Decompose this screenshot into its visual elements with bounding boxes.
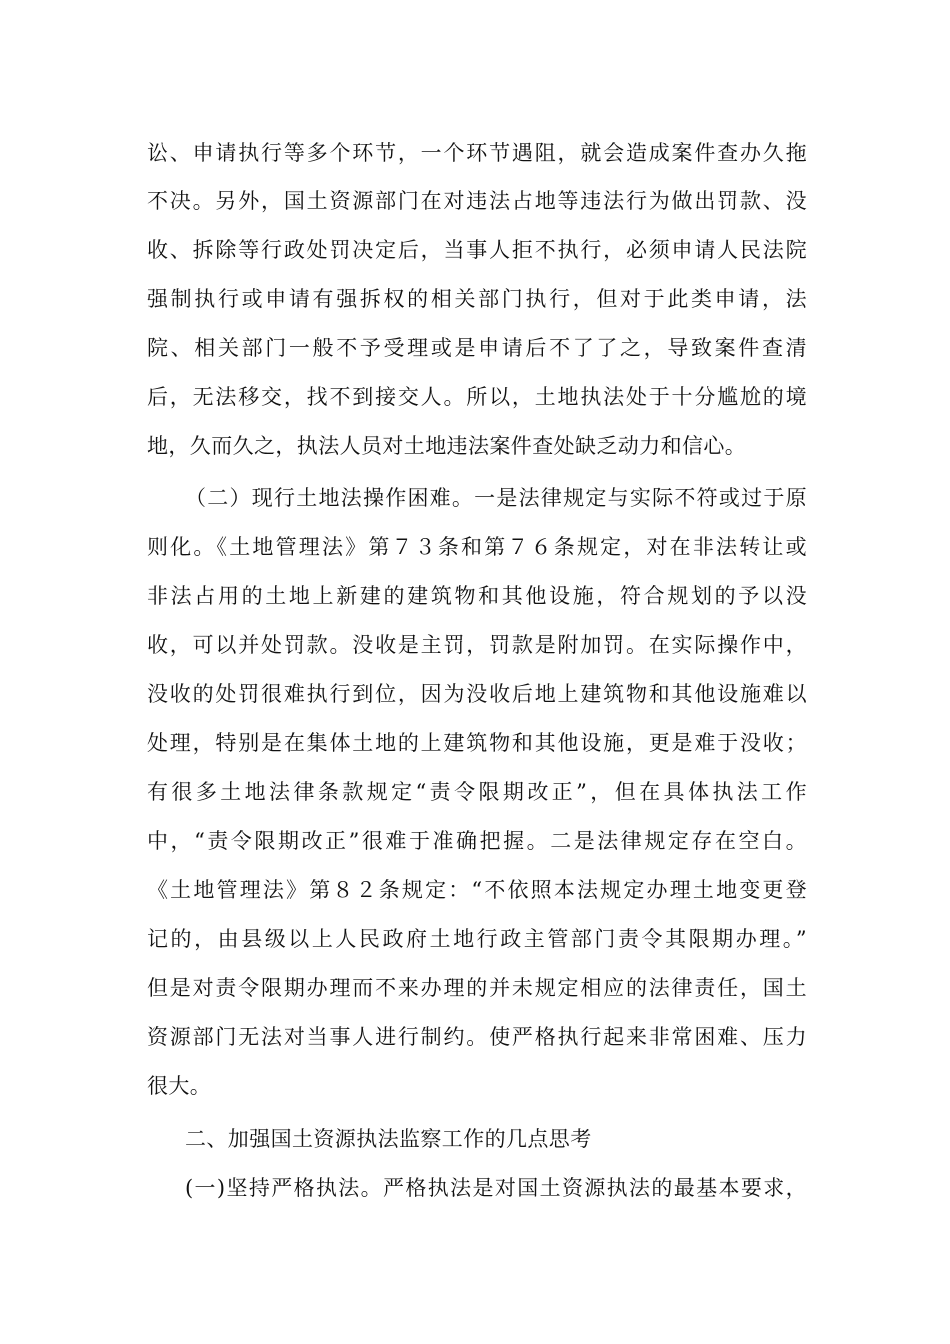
- paragraph-heading-line: (一)坚持严格执法。严格执法是对国土资源执法的最基本要求，: [185, 1176, 807, 1200]
- text-line: 不决。另外，国土资源部门在对违法占地等违法行为做出罚款、没: [147, 189, 807, 213]
- text-line: 收，可以并处罚款。没收是主罚，罚款是附加罚。在实际操作中，: [147, 633, 807, 657]
- text-line: 非法占用的土地上新建的建筑物和其他设施，符合规划的予以没: [147, 584, 807, 608]
- text-line: 但是对责令限期办理而不来办理的并未规定相应的法律责任，国土: [147, 976, 807, 1000]
- text-line: 则化。《土地管理法》第７３条和第７６条规定，对在非法转让或: [147, 535, 807, 559]
- section-heading: 二、加强国土资源执法监察工作的几点思考: [185, 1127, 592, 1151]
- text-line: 强制执行或申请有强拆权的相关部门执行，但对于此类申请，法: [147, 287, 807, 311]
- text-line: 地，久而久之，执法人员对土地违法案件查处缺乏动力和信心。: [147, 434, 747, 458]
- text-line: 记的，由县级以上人民政府土地行政主管部门责令其限期办理。”: [147, 927, 807, 951]
- text-line: 《土地管理法》第８２条规定：“不依照本法规定办理土地变更登: [147, 878, 807, 902]
- text-line: 后，无法移交，找不到接交人。所以，土地执法处于十分尴尬的境: [147, 385, 807, 409]
- paragraph-heading-line: （二）现行土地法操作困难。一是法律规定与实际不符或过于原: [185, 486, 807, 510]
- text-line: 院、相关部门一般不予受理或是申请后不了了之，导致案件查清: [147, 336, 807, 360]
- text-line: 处理，特别是在集体土地的上建筑物和其他设施，更是难于没收；: [147, 731, 807, 755]
- text-line: 收、拆除等行政处罚决定后，当事人拒不执行，必须申请人民法院: [147, 238, 807, 262]
- text-line: 讼、申请执行等多个环节，一个环节遇阻，就会造成案件查办久拖: [147, 141, 807, 165]
- text-line: 资源部门无法对当事人进行制约。使严格执行起来非常困难、压力: [147, 1025, 807, 1049]
- text-line: 很大。: [147, 1074, 212, 1098]
- text-line: 有很多土地法律条款规定“责令限期改正”，但在具体执法工作: [147, 780, 807, 804]
- text-line: 没收的处罚很难执行到位，因为没收后地上建筑物和其他设施难以: [147, 682, 807, 706]
- text-line: 中，“责令限期改正”很难于准确把握。二是法律规定存在空白。: [147, 829, 807, 853]
